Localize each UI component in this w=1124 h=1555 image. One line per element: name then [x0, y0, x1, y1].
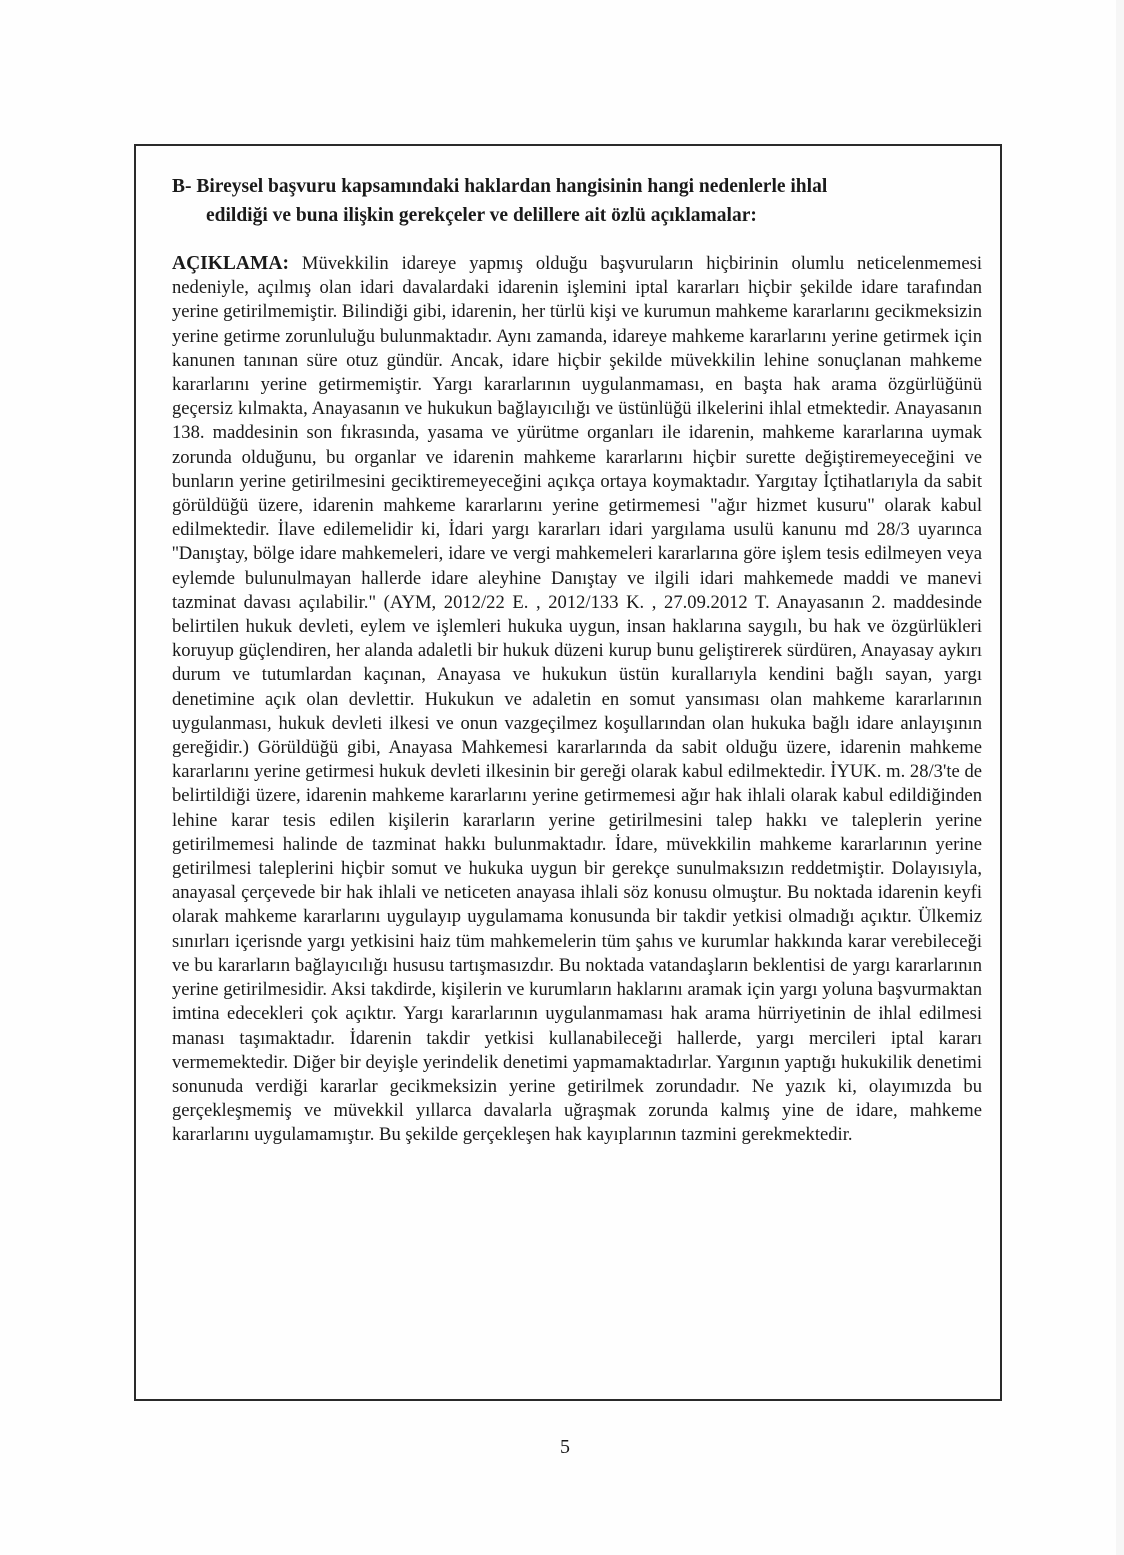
section-heading-line-2: edildiği ve buna ilişkin gerekçeler ve delillere ait özlü açıklamalar: [206, 205, 757, 226]
explanation-text: Müvekkilin idareye yapmış olduğu başvuruların hiçbirinin olumlu neticelenmemesi nedeniyle, açılmış olan idari davalardaki idarenin işlemini iptal kararları hiçbir şekilde idare tarafından yerine getirilmemiştir. Bilindiği gibi, idarenin, her türlü kişi ve kurumun mahkeme kararlarını gecikmeksizin yerine getirme zorunluluğu bulunmaktadır. Aynı zamanda, idareye mahkeme kararlarını yerine getirmek için kanunen tanınan süre otuz gündür. Ancak, idare hiçbir şekilde müvekkilin lehine sonuçlanan mahkeme kararlarını yerine getirmemiştir. Yargı kararlarının uygulanmaması, en başta hak arama özgürlüğünü geçersiz kılmakta, Anayasanın ve hukukun bağlayıcılığı ve üstünlüğü ilkelerini ihlal etmektedir. Anayasanın 138. maddesinin son fıkrasında, yasama ve yürütme organları ile idarenin, mahkeme kararlarına uymak zorunda olduğunu, bu organlar ve idarenin mahkeme kararlarını hiçbir surette değiştiremeyeceğini ve bunların yerine getirilmesini geciktiremeyeceğini açıkça ortaya koymaktadır. Yargıtay İçtihatlarıyla da sabit görüldüğü üzere, idarenin mahkeme kararlarını yerine getirmemesi "ağır hizmet kusuru" olarak kabul edilmektedir. İlave edilemelidir ki, İdari yargı kararları idari yargılama usulü kanunu md 28/3 uyarınca ''Danıştay, bölge idare mahkemeleri, idare ve vergi mahkemeleri kararlarına göre işlem tesis edilmeyen veya eylemde bulunulmayan hallerde idare aleyhine Danıştay ve ilgili idari mahkemede maddi ve manevi tazminat davası açılabilir." (AYM, 2012/22 E. , 2012/133 K. , 27.09.2012 T. Anayasanın 2. maddesinde belirtilen hukuk devleti, eylem ve işlemleri hukuka uygun, insan haklarına saygılı, bu hak ve özgürlükleri koruyup güçlendiren, her alanda adaletli bir hukuk düzeni kurup bunu geliştirerek sürdüren, Anayasay aykırı durum ve tutumlardan kaçınan, Anayasa ve hukukun üstün kurallarıyla kendini bağlı sayan, yargı denetimine açık olan devlettir. Hukukun ve adaletin en somut yansıması olan mahkeme kararlarının uygulanması, hukuk devleti ilkesi ve onun vazgeçilmez koşullarından olan hukuka bağlı idare anlayışının gereğidir.) Görüldüğü gibi, Anayasa Mahkemesi kararlarında da sabit olduğu üzere, idarenin mahkeme kararlarını yerine getirmesi hukuk devleti ilkesinin bir gereği olarak kabul edilmektedir. İYUK. m. 28/3'te de belirtildiği üzere, idarenin mahkeme kararlarını yerine getirmemesi ağır hak ihlali olarak kabul edildiğinden lehine karar tesis edilen kişilerin kararların yerine getirilmesini talep hakkı ve taleplerin yerine getirilmemesi halinde de tazminat hakkı bulunmaktadır. İdare, müvekkilin mahkeme kararlarının yerine getirilmesi taleplerini hiçbir somut ve hukuka uygun bir gerekçe sunulmaksızın reddetmiştir. Dolayısıyla, anayasal çerçevede bir hak ihlali ve neticeten anayasa ihlali söz konusu olmuştur. Bu noktada idarenin keyfi olarak mahkeme kararlarını uygulayıp uygulamama konusunda bir takdir yetkisi olmadığı açıktır. Ülkemiz sınırları içerisnde yargı yetkisini haiz tüm mahkemelerin tüm şahıs ve kurumlar hakkında karar verebileceği ve bu kararların bağlayıcılığı hususu tartışmasızdır. Bu noktada vatandaşların beklentisi de yargı kararlarının yerine getirilmesidir. Aksi takdirde, kişilerin ve kurumların haklarını aramak için yargı yoluna başvurmaktan imtina edecekleri çok açıktır. Yargı kararlarının uygulanmaması hak arama hürriyetinin de ihlal edilmesi manası taşımaktadır. İdarenin takdir yetkisi kullanabileceği hallerde, yargı mercileri iptal kararı vermemektedir. Diğer bir deyişle yerindelik denetimi yapmamaktadırlar. Yargının yaptığı hukukilik denetimi sonunuda verdiği kararlar gecikmeksizin yerine getirilmek zorundadır. Ne yazık ki, olayımızda bu gerçekleşmemiş ve müvekkil yıllarca davalarla uğraşmak zorunda kalmış yine de idare, mahkeme kararlarını uygulamamıştır. Bu şekilde gerçekleşen hak kayıplarının tazmini gerekmektedir. [172, 253, 982, 1146]
explanation-paragraph [172, 252, 982, 1148]
page-number: 5 [560, 1436, 570, 1458]
section-heading [172, 172, 972, 230]
explanation-label: AÇIKLAMA: [172, 253, 289, 274]
page-edge-shadow [1116, 0, 1124, 1555]
section-heading-line-1: B- Bireysel başvuru kapsamındaki haklardan hangisinin hangi nedenlerle ihlal [172, 176, 828, 197]
